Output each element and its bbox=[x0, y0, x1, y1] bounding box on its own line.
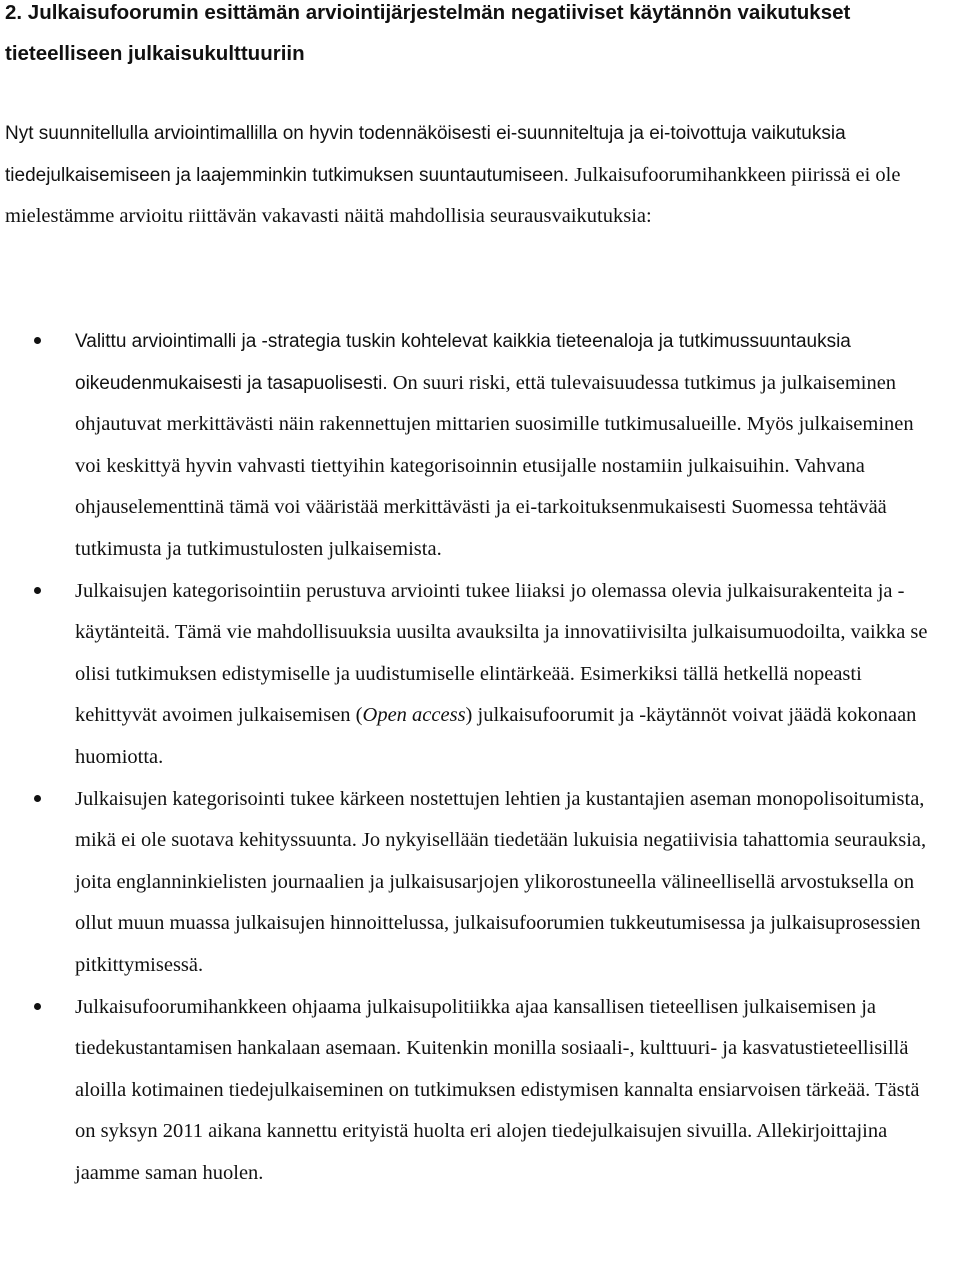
bullet-3-text-b: Jo nykyisellään tiedetään lukuisia negatiivisia tahattomia seurauksia, joita englanninkielisten journaalien ja julkaisusarjojen ylikorostuneella välineellisellä arvostuksella on ollut muun muassa julkaisujen hinnoittelussa, julkaisufoorumien tukkeutumisessa ja julkaisuprosessien pitkittymisessä. bbox=[75, 829, 927, 976]
bullet-icon bbox=[34, 1003, 41, 1010]
consequences-list bbox=[0, 321, 960, 1194]
bullet-2-text-a: Julkaisujen kategorisointiin perustuva arviointi tukee liiaksi jo olemassa olevia julkaisurakenteita ja -käytänteitä. bbox=[75, 579, 905, 644]
bullet-3-text-a: Julkaisujen kategorisointi tukee kärkeen nostettujen lehtien ja kustantajien aseman monopolisoitumista, mikä ei ole suotava kehityssuunta. bbox=[75, 787, 925, 852]
bullet-2-italic-term: Open access bbox=[362, 704, 466, 727]
bullet-icon bbox=[34, 795, 41, 802]
bullet-1-serif-text: On suuri riski, että tulevaisuudessa tutkimus ja julkaiseminen ohjautuvat merkittävästi näin rakennettujen mittarien suosimille tutkimusalueille. Myös julkaiseminen voi keskittyä hyvin vahvasti tiettyihin kategorisoinnin etusijalle nostamiin julkaisuihin. Vahvana ohjauselementtinä tämä voi vääristää merkittävästi ja ei-tarkoituksenmukaisesti Suomessa tehtävää tutkimusta ja tutkimustulosten julkaisemista. bbox=[75, 371, 914, 560]
bullet-1-sans-text: Valittu arviointimalli ja -strategia tuskin kohtelevat kaikkia tieteenaloja ja tutkimussuuntauksia oikeudenmukaisesti ja tasapuolisesti. bbox=[75, 331, 851, 394]
bullet-4-text-b: Kuitenkin monilla sosiaali-, kulttuuri- ja kasvatustieteellisillä aloilla kotimainen tiedejulkaiseminen on tutkimuksen edistymisen kannalta ensiarvoisen tärkeää. Tästä on syksyn 2011 aikana kannettu erityistä huolta eri alojen tiedejulkaisujen sivuilla. Allekirjoittajina jaamme saman huolen. bbox=[75, 1037, 920, 1184]
list-item bbox=[0, 987, 960, 1195]
list-item bbox=[0, 779, 960, 987]
bullet-icon bbox=[34, 337, 41, 344]
bullet-4-text-a: Julkaisufoorumihankkeen ohjaama julkaisupolitiikka ajaa kansallisen tieteellisen julkaisemisen ja tiedekustantamisen hankalaan asemaan. bbox=[75, 995, 876, 1060]
list-item bbox=[0, 321, 960, 571]
section-heading bbox=[5, 0, 935, 74]
bullet-icon bbox=[34, 587, 41, 594]
section-heading-line-2: tieteelliseen julkaisukulttuuriin bbox=[5, 42, 305, 65]
intro-paragraph bbox=[5, 113, 935, 238]
intro-serif-text: Julkaisufoorumihankkeen piirissä ei ole mielestämme arvioitu riittävän vakavasti näitä mahdollisia seurausvaikutuksia: bbox=[5, 163, 901, 227]
bullet-2-text-b: Tämä vie mahdollisuuksia uusilta avauksilta ja innovatiivisilta julkaisumuodoilta, vaikka se olisi tutkimuksen edistymiselle ja uudistumiselle elintärkeää. Esimerkiksi tällä hetkellä nopeasti kehittyvät avoimen julkaisemisen ( bbox=[75, 621, 928, 727]
list-item bbox=[0, 571, 960, 779]
bullet-2-text-c: ) julkaisufoorumit ja -käytännöt voivat jäädä kokonaan huomiotta. bbox=[75, 704, 917, 768]
section-heading-line-1: 2. Julkaisufoorumin esittämän arviointijärjestelmän negatiiviset käytännön vaikutukset bbox=[5, 1, 851, 24]
intro-sans-text: Nyt suunnitellulla arviointimallilla on hyvin todennäköisesti ei-suunniteltuja ja ei-toivottuja vaikutuksia tiedejulkaisemiseen ja laajemminkin tutkimuksen suuntautumiseen. bbox=[5, 123, 846, 186]
